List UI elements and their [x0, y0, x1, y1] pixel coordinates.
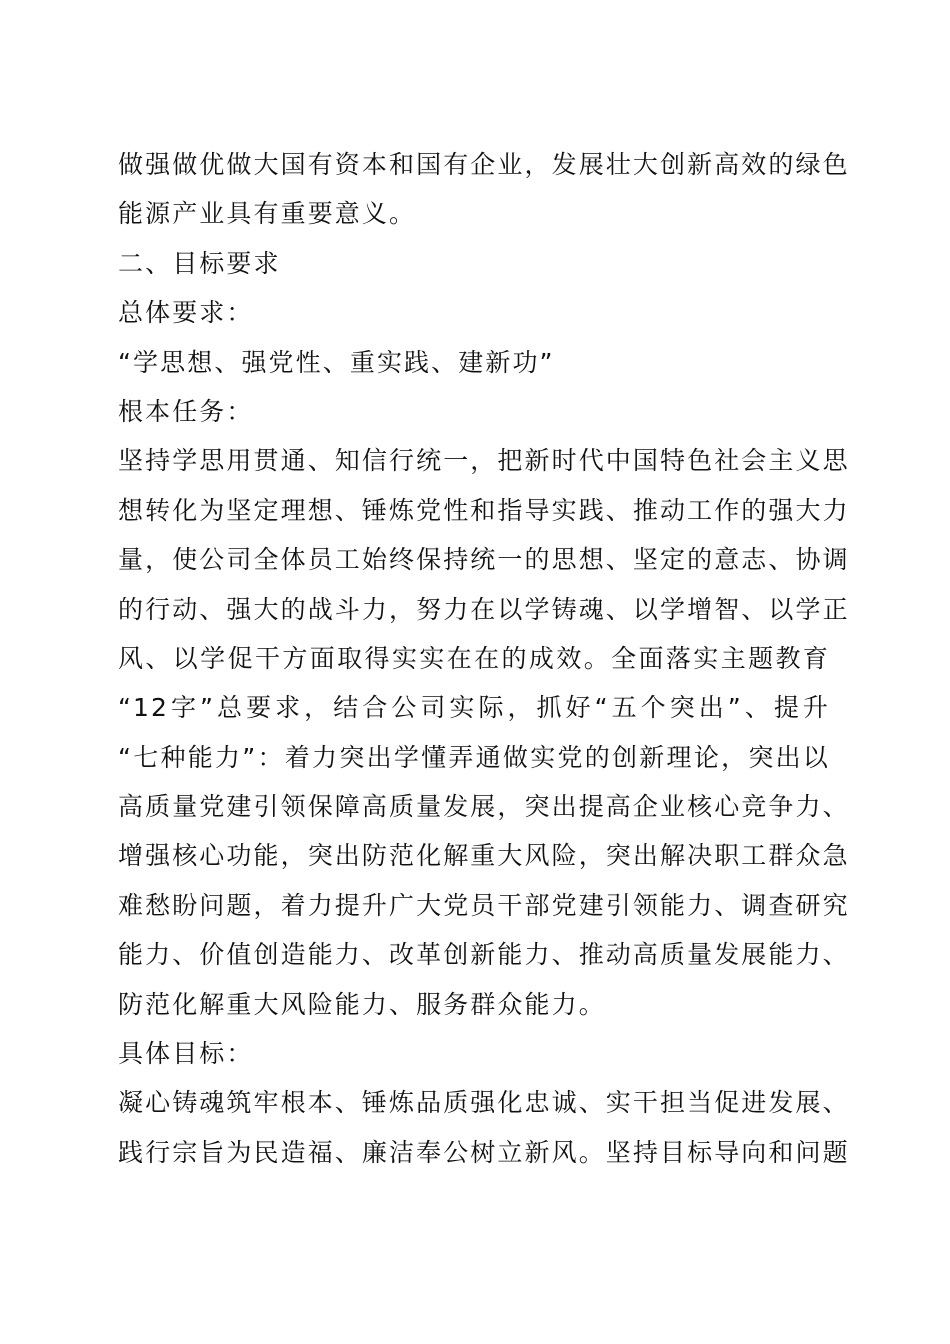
- text-line: “七种能力”：着力突出学懂弄通做实党的创新理论，突出以: [118, 742, 830, 772]
- text-line: 高质量党建引领保障高质量发展，突出提高企业核心竞争力、: [118, 792, 850, 822]
- text-line: 能力、价值创造能力、改革创新能力、推动高质量发展能力、: [118, 940, 850, 970]
- text-line: 增强核心功能，突出防范化解重大风险，突出解决职工群众急: [118, 841, 850, 871]
- text-line: 凝心铸魂筑牢根本、锤炼品质强化忠诚、实干担当促进发展、: [118, 1088, 850, 1118]
- text-line: 难愁盼问题，着力提升广大党员干部党建引领能力、调查研究: [118, 890, 850, 920]
- text-line: 践行宗旨为民造福、廉洁奉公树立新风。坚持目标导向和问题: [118, 1137, 850, 1167]
- text-line: 坚持学思用贯通、知信行统一，把新时代中国特色社会主义思: [118, 446, 850, 476]
- quoted-slogan: “学思想、强党性、重实践、建新功”: [118, 347, 555, 377]
- text-line: 的行动、强大的战斗力，努力在以学铸魂、以学增智、以学正: [118, 594, 850, 624]
- text-line: 想转化为坚定理想、锤炼党性和指导实践、推动工作的强大力: [118, 495, 850, 525]
- text-line: “12字”总要求，结合公司实际，抓好“五个突出”、提升: [118, 693, 830, 723]
- text-line: 风、以学促干方面取得实实在在的成效。全面落实主题教育: [118, 643, 830, 673]
- section-heading: 二、目标要求: [118, 248, 281, 278]
- text-line: 能源产业具有重要意义。: [118, 199, 417, 229]
- text-line: 量，使公司全体员工始终保持统一的思想、坚定的意志、协调: [118, 545, 850, 575]
- subheading-specific-goals: 具体目标：: [118, 1039, 254, 1069]
- text-line: 防范化解重大风险能力、服务群众能力。: [118, 989, 606, 1019]
- subheading-fundamental-task: 根本任务：: [118, 396, 254, 426]
- subheading-overall-requirements: 总体要求：: [118, 298, 254, 328]
- text-line: 做强做优做大国有资本和国有企业，发展壮大创新高效的绿色: [118, 150, 850, 179]
- document-body: [118, 140, 850, 1177]
